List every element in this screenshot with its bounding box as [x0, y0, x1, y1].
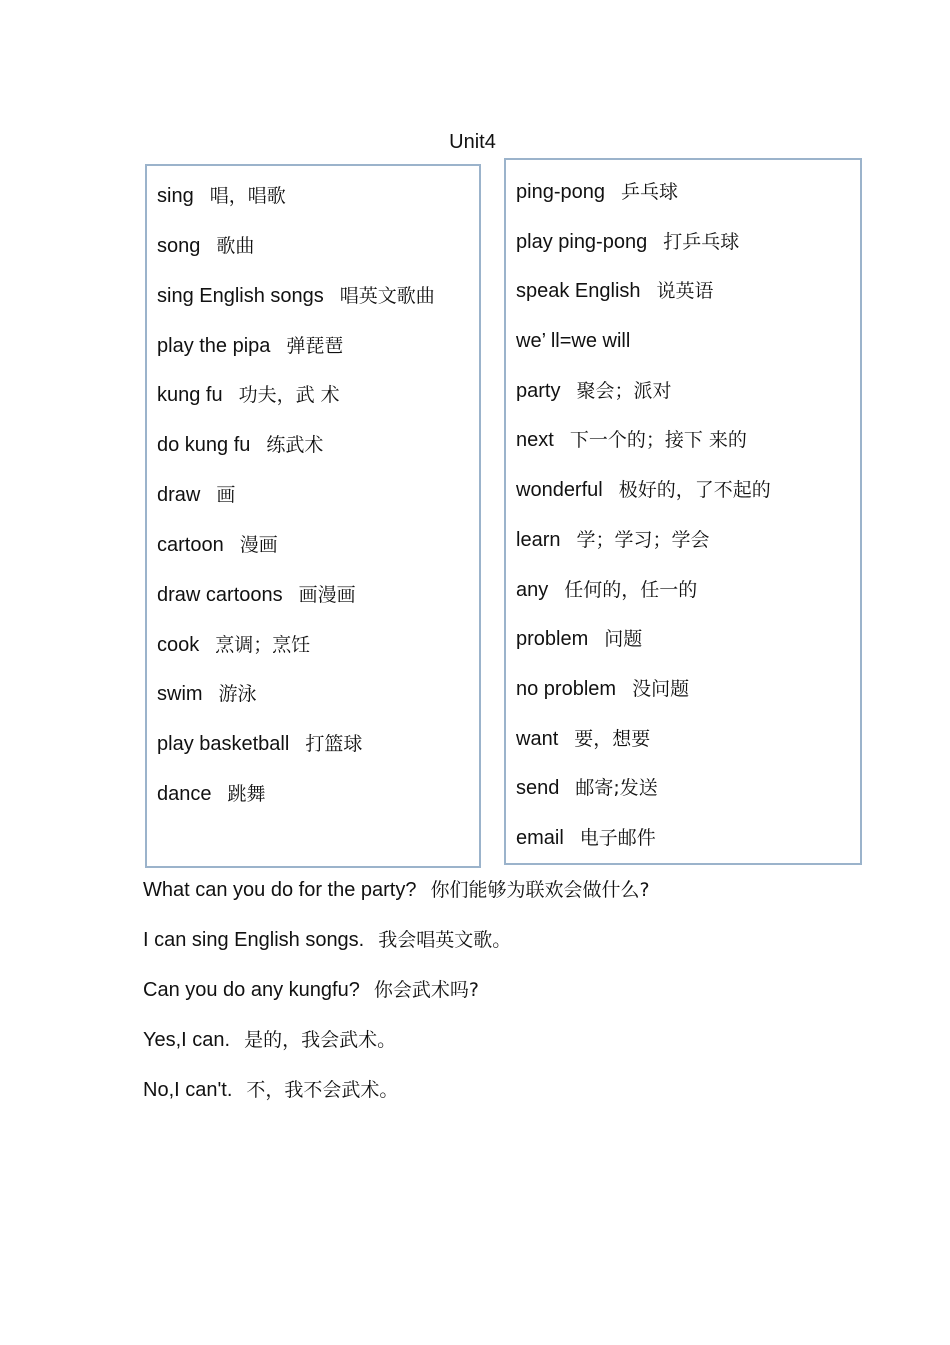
english-text: no problem — [516, 677, 617, 700]
english-text: ping-pong — [516, 181, 605, 203]
chinese-text: 你们能够为联欢会做什么? — [430, 879, 650, 901]
english-text: cook — [157, 633, 200, 656]
chinese-text: 唱英文歌曲 — [339, 284, 435, 307]
vocabulary-row — [516, 477, 856, 527]
vocabulary-row — [157, 382, 475, 432]
chinese-text: 问题 — [604, 628, 643, 651]
chinese-text: 乒乓球 — [620, 181, 678, 203]
english-text: song — [157, 234, 201, 257]
english-text: send — [516, 777, 560, 800]
chinese-text: 聚会；派对 — [576, 379, 672, 402]
chinese-text: 极好的，了不起的 — [618, 479, 771, 502]
chinese-text: 学；学习；学会 — [576, 528, 710, 551]
english-text: cartoon — [157, 533, 224, 556]
vocabulary-list-right — [516, 179, 856, 875]
english-text: swim — [157, 683, 203, 706]
chinese-text: 打篮球 — [305, 733, 363, 756]
english-text: email — [516, 826, 564, 849]
chinese-text: 游泳 — [218, 683, 257, 706]
vocabulary-box-right — [504, 158, 862, 865]
english-text: No,I can't. — [143, 1079, 233, 1101]
english-text: Yes,I can. — [143, 1029, 231, 1051]
chinese-text: 画 — [216, 484, 236, 507]
english-text: do kung fu — [157, 434, 251, 457]
english-text: draw — [157, 484, 201, 507]
vocabulary-row — [516, 229, 856, 279]
english-text: kung fu — [157, 384, 223, 407]
chinese-text: 画漫画 — [298, 583, 356, 606]
vocabulary-row — [516, 626, 856, 676]
chinese-text: 没问题 — [632, 677, 690, 700]
chinese-text: 下一个的；接下 来的 — [569, 429, 747, 452]
english-text: draw cartoons — [157, 583, 283, 606]
chinese-text: 唱，唱歌 — [209, 185, 286, 207]
english-text: play basketball — [157, 733, 290, 756]
vocabulary-row — [157, 183, 475, 233]
chinese-text: 电子邮件 — [579, 826, 656, 849]
vocabulary-list-left — [157, 183, 475, 831]
vocabulary-row — [516, 527, 856, 577]
vocabulary-row — [516, 278, 856, 328]
vocabulary-box-left — [145, 164, 481, 868]
vocabulary-row — [516, 775, 856, 825]
vocabulary-row — [516, 676, 856, 726]
vocabulary-row — [157, 283, 475, 333]
chinese-text: 你会武术吗? — [373, 979, 479, 1001]
chinese-text: 跳舞 — [227, 783, 266, 806]
vocabulary-row — [157, 432, 475, 482]
sentence-row — [143, 977, 650, 1027]
chinese-text: 说英语 — [656, 280, 714, 303]
english-text: sing English songs — [157, 284, 324, 307]
page-title: Unit4 — [449, 131, 496, 153]
chinese-text: 我会唱英文歌。 — [378, 929, 512, 951]
english-text: want — [516, 727, 559, 750]
sentence-row — [143, 1027, 650, 1077]
vocabulary-row — [157, 532, 475, 582]
vocabulary-row — [157, 482, 475, 532]
chinese-text: 漫画 — [239, 533, 278, 556]
chinese-text: 功夫，武 术 — [238, 384, 340, 407]
english-text: I can sing English songs. — [143, 929, 365, 951]
english-text: next — [516, 429, 554, 452]
chinese-text: 打乒乓球 — [663, 230, 740, 253]
english-text: Can you do any kungfu? — [143, 979, 360, 1001]
chinese-text: 邮寄;发送 — [575, 777, 658, 800]
vocabulary-row — [516, 378, 856, 428]
english-text: speak English — [516, 280, 641, 303]
english-text: What can you do for the party? — [143, 879, 417, 901]
vocabulary-row — [157, 233, 475, 283]
english-text: any — [516, 578, 549, 601]
vocabulary-row — [516, 328, 856, 378]
vocabulary-row — [157, 731, 475, 781]
chinese-text: 弹琵琶 — [286, 334, 344, 357]
english-text: dance — [157, 783, 212, 806]
chinese-text: 烹调；烹饪 — [215, 633, 311, 656]
sentence-row — [143, 1077, 650, 1127]
vocabulary-row — [516, 726, 856, 776]
vocabulary-row — [516, 577, 856, 627]
chinese-text: 不，我不会武术。 — [246, 1079, 399, 1101]
chinese-text: 歌曲 — [216, 234, 255, 257]
chinese-text: 任何的，任一的 — [564, 578, 698, 601]
chinese-text: 要，想要 — [574, 727, 651, 750]
english-text: party — [516, 379, 561, 402]
english-text: we’ ll=we will — [516, 330, 631, 353]
sentence-row — [143, 877, 650, 927]
vocabulary-row — [157, 632, 475, 682]
english-text: play ping-pong — [516, 230, 648, 253]
sentence-row — [143, 927, 650, 977]
chinese-text: 是的，我会武术。 — [244, 1029, 397, 1051]
vocabulary-row — [157, 781, 475, 831]
english-text: wonderful — [516, 479, 603, 502]
vocabulary-row — [157, 681, 475, 731]
vocabulary-row — [157, 582, 475, 632]
english-text: sing — [157, 185, 194, 207]
vocabulary-row — [516, 427, 856, 477]
english-text: play the pipa — [157, 334, 271, 357]
vocabulary-row — [516, 825, 856, 875]
english-text: problem — [516, 628, 589, 651]
chinese-text: 练武术 — [266, 434, 324, 457]
vocabulary-row — [516, 179, 856, 229]
sentence-list — [143, 877, 650, 1127]
english-text: learn — [516, 528, 561, 551]
vocabulary-row — [157, 333, 475, 383]
